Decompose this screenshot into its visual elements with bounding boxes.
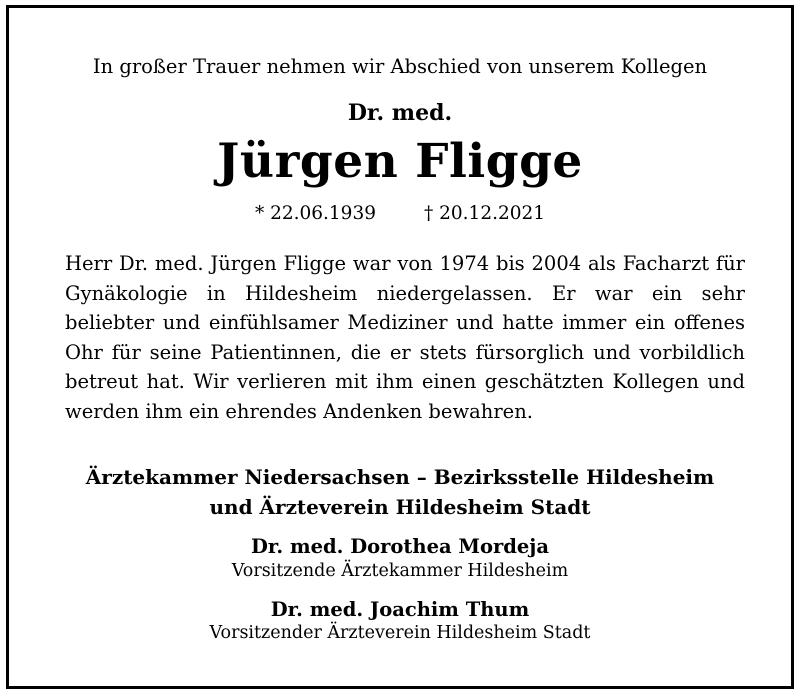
obituary-notice bbox=[6, 5, 794, 689]
tribute-text: Herr Dr. med. Jürgen Fligge war von 1974 bis 2004 als Facharzt für Gynäkologie in Hildesheim niedergelassen. Er war ein sehr beliebter und einfühlsamer Mediziner und hatte immer ein offenes Ohr für seine Patientinnen, die er stets fürsorglich und vorbildlich betreut hat. Wir verlieren mit ihm einen geschätzten Kollegen und werden ihm ein ehrendes Andenken bewahren. bbox=[65, 252, 745, 423]
signatory-name: Dr. med. Dorothea Mordeja bbox=[250, 535, 550, 558]
signatory-role: Vorsitzender Ärzteverein Hildesheim Stadt bbox=[209, 623, 591, 643]
death-date: † 20.12.2021 bbox=[424, 203, 546, 224]
intro-line: In großer Trauer nehmen wir Abschied von unserem Kollegen bbox=[92, 55, 708, 78]
organization bbox=[9, 462, 791, 522]
life-dates bbox=[9, 203, 791, 224]
deceased-name: Jürgen Fligge bbox=[217, 134, 583, 189]
birth-date: * 22.06.1939 bbox=[254, 203, 376, 224]
academic-title: Dr. med. bbox=[347, 100, 453, 126]
organization-line-1: Ärztekammer Niedersachsen – Bezirksstelle Hildesheim bbox=[85, 465, 715, 489]
organization-line-2: und Ärzteverein Hildesheim Stadt bbox=[209, 495, 591, 519]
signatory-role: Vorsitzende Ärztekammer Hildesheim bbox=[231, 561, 569, 581]
signatory-name: Dr. med. Joachim Thum bbox=[270, 598, 530, 621]
